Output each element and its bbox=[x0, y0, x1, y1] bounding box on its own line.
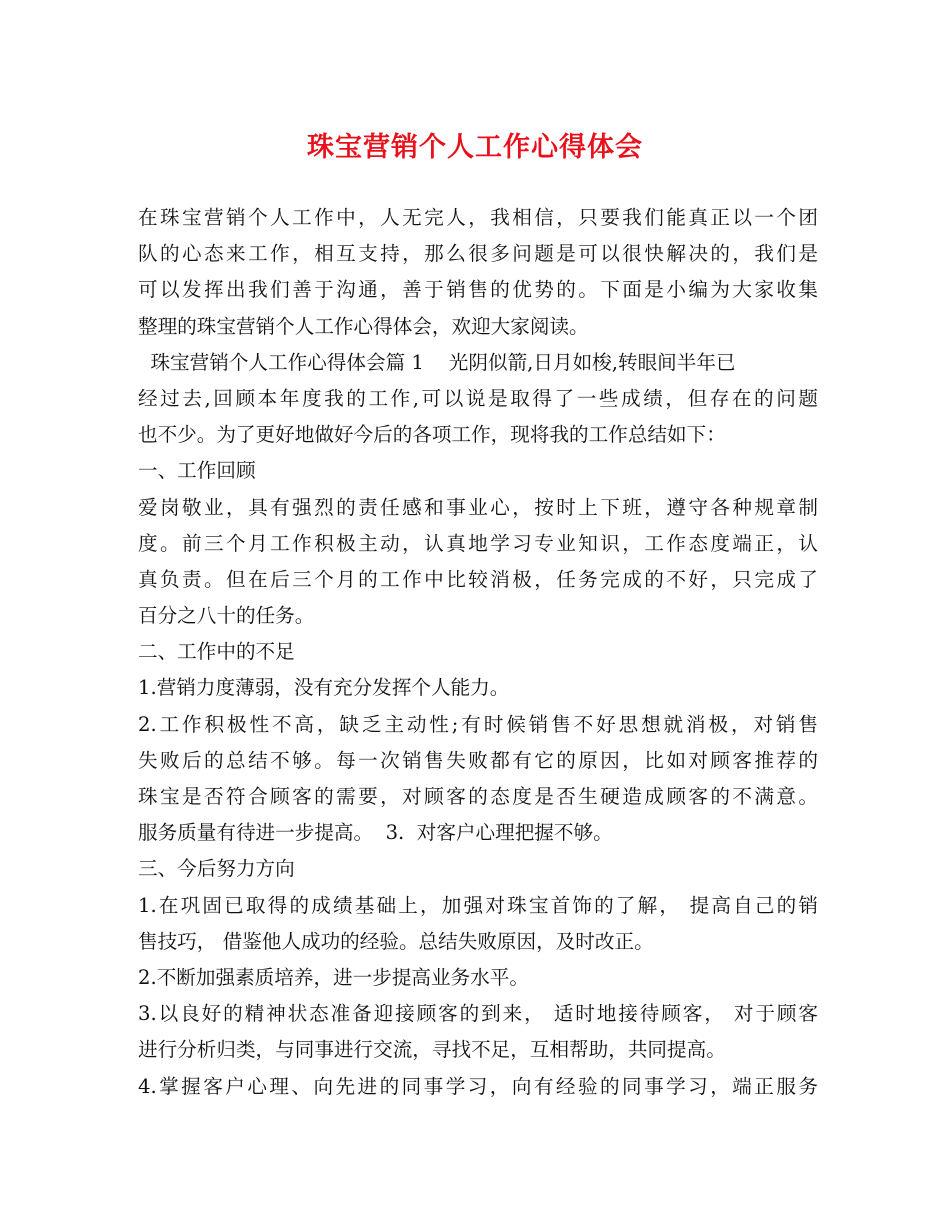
text-line: 可以发挥出我们善于沟通，善于销售的优势的。下面是小编为大家收集 bbox=[138, 278, 818, 302]
text-line: 在珠宝营销个人工作中，人无完人，我相信，只要我们能真正以一个团 bbox=[138, 206, 818, 229]
text-line: 2.不断加强素质培养，进一步提高业务水平。 bbox=[138, 965, 529, 989]
text-line: 售技巧， 借鉴他人成功的经验。总结失败原因，及时改正。 bbox=[138, 929, 654, 953]
text-line: 百分之八十的任务。 bbox=[138, 604, 315, 628]
text-line: 三、今后努力方向 bbox=[138, 857, 295, 881]
text-line: 也不少。为了更好地做好今后的各项工作，现将我的工作总结如下： bbox=[138, 423, 726, 447]
text-line: 进行分析归类，与同事进行交流，寻找不足，互相帮助，共同提高。 bbox=[138, 1038, 726, 1062]
text-line: 服务质量有待进一步提高。 3. 对客户心理把握不够。 bbox=[138, 821, 613, 845]
text-line: 3.以良好的精神状态准备迎接顾客的到来， 适时地接待顾客， 对于顾客 bbox=[138, 1002, 818, 1026]
text-line: 真负责。但在后三个月的工作中比较消极，任务完成的不好，只完成了 bbox=[138, 567, 818, 591]
text-line: 一、工作回顾 bbox=[138, 459, 256, 483]
text-line: 失败后的总结不够。每一次销售失败都有它的原因，比如对顾客推荐的 bbox=[138, 748, 818, 772]
text-line: 整理的珠宝营销个人工作心得体会，欢迎大家阅读。 bbox=[138, 314, 589, 338]
text-line: 度。前三个月工作积极主动，认真地学习专业知识，工作态度端正，认 bbox=[138, 531, 818, 555]
text-line: 4.掌握客户心理、向先进的同事学习，向有经验的同事学习，端正服务 bbox=[138, 1074, 818, 1098]
text-line: 二、工作中的不足 bbox=[138, 640, 295, 664]
document-body bbox=[138, 200, 818, 1105]
text-line: 2.工作积极性不高，缺乏主动性;有时候销售不好思想就消极，对销售 bbox=[138, 712, 818, 736]
text-line: 经过去,回顾本年度我的工作,可以说是取得了一些成绩，但存在的问题 bbox=[138, 386, 818, 410]
text-line: 爱岗敬业，具有强烈的责任感和事业心，按时上下班，遵守各种规章制 bbox=[138, 495, 818, 519]
text-line: 珠宝是否符合顾客的需要，对顾客的态度是否生硬造成顾客的不满意。 bbox=[138, 785, 818, 808]
document-title: 珠宝营销个人工作心得体会 bbox=[307, 132, 643, 163]
text-line: 队的心态来工作，相互支持，那么很多问题是可以很快解决的，我们是 bbox=[138, 242, 818, 266]
text-line: 1.在巩固已取得的成绩基础上，加强对珠宝首饰的了解， 提高自己的销 bbox=[138, 893, 818, 917]
text-line: 珠宝营销个人工作心得体会篇 1 光阴似箭,日月如梭,转眼间半年已 bbox=[138, 350, 736, 374]
text-line: 1.营销力度薄弱，没有充分发挥个人能力。 bbox=[138, 676, 510, 700]
